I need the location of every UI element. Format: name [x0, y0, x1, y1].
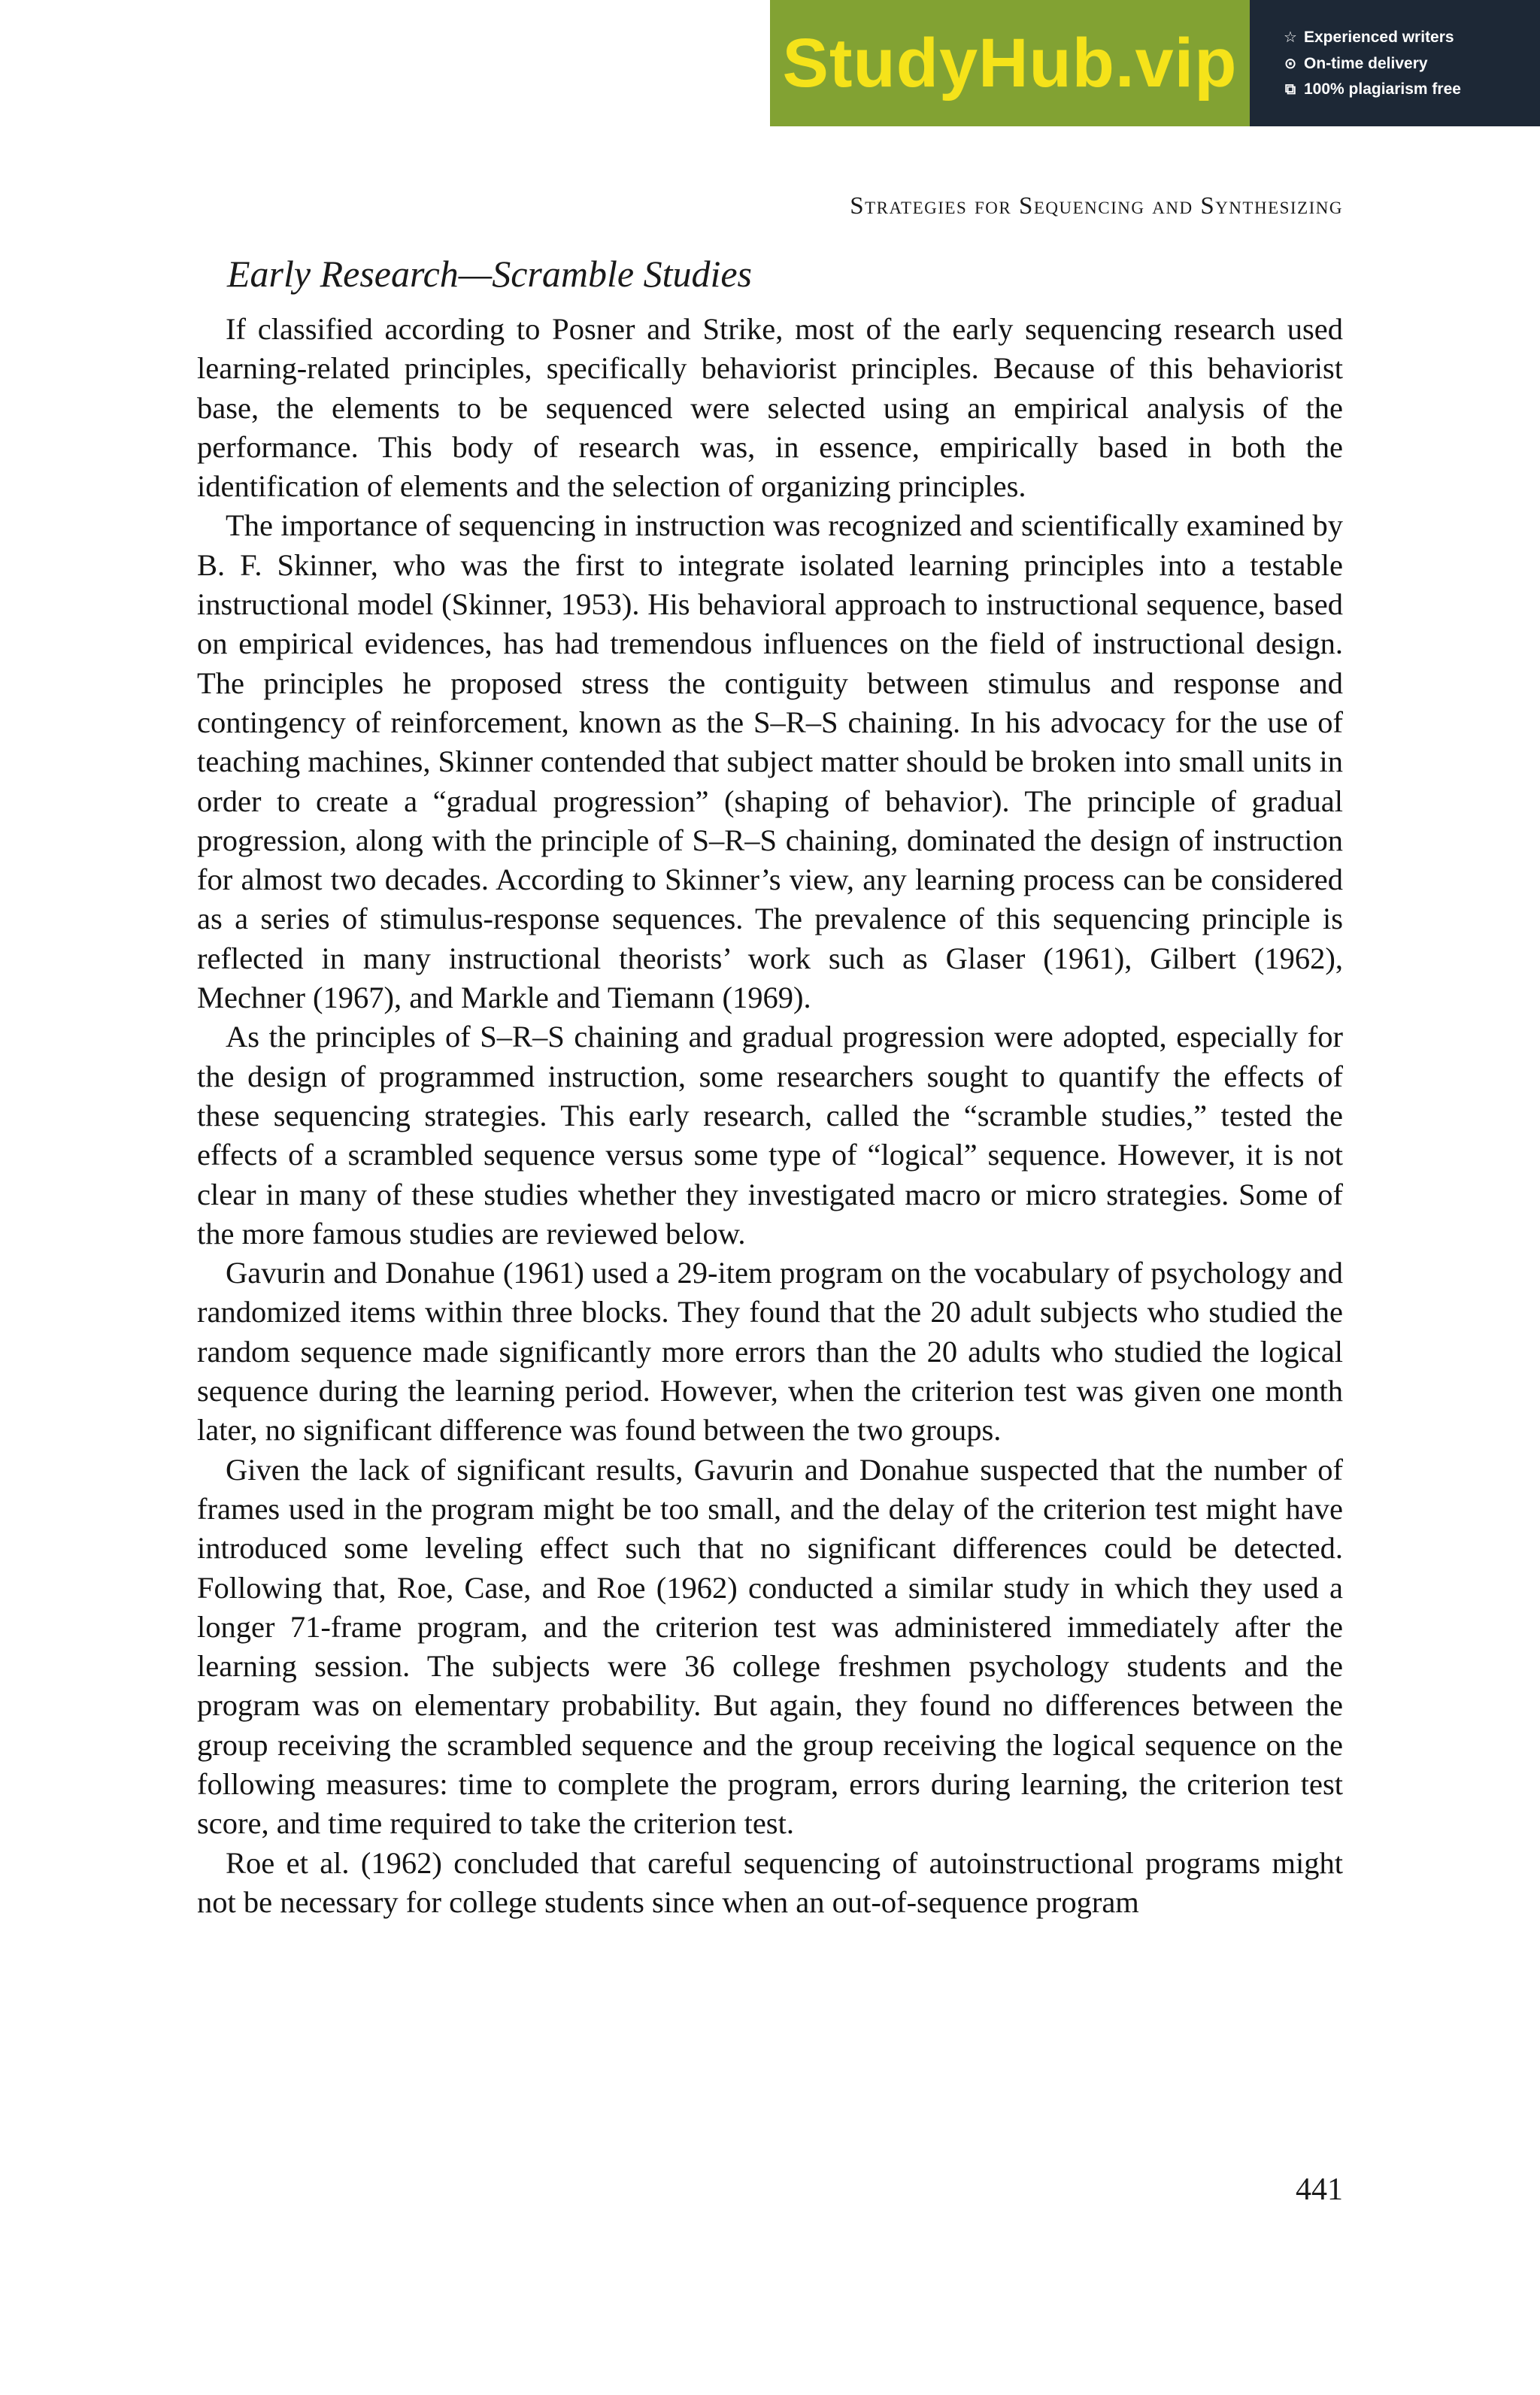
running-header: Strategies for Sequencing and Synthesizing — [850, 193, 1343, 220]
watermark-feature-text: On-time delivery — [1304, 54, 1428, 72]
watermark-feature-text: 100% plagiarism free — [1304, 80, 1461, 98]
watermark-feature — [1283, 80, 1540, 99]
watermark-feature-text: Experienced writers — [1304, 28, 1454, 46]
watermark-banner[interactable] — [770, 0, 1540, 126]
paragraph: As the principles of S–R–S chaining and gradual progression were adopted, especially for the design of programmed instruction, some researchers sought to quantify the effects of these sequencing strategies. This early research, called the “scramble studies,” tested the effects of a scrambled sequence versus some type of “logical” sequence. However, it is not clear in many of these studies whether they investigated macro or micro strategies. Some of the more famous studies are reviewed below. — [197, 1020, 1343, 1251]
paragraph: Roe et al. (1962) concluded that careful sequencing of autoinstructional programs might not be necessary for college students since when an out-of-sequence program — [197, 1845, 1343, 1919]
watermark-features — [1250, 0, 1540, 126]
watermark-feature — [1283, 54, 1540, 73]
page-number: 441 — [1296, 2172, 1343, 2207]
paragraph: If classified according to Posner and Strike, most of the early sequencing research used learning-related principles, specifically behaviorist principles. Because of this behaviorist base, the elements to be sequenced were selected using an empirical analysis of the performance. This body of research was, in essence, empirically based in both the identification of elements and the selection of organizing principles. — [197, 312, 1343, 504]
paragraph: Gavurin and Donahue (1961) used a 29-item program on the vocabulary of psychology and randomized items within three blocks. They found that the 20 adult subjects who studied the random sequence made significantly more errors than the 20 adults who studied the logical sequence during the learning period. However, when the criterion test was given one month later, no significant difference was found between the two groups. — [197, 1256, 1343, 1448]
document-copy-icon: ⧉ — [1284, 80, 1296, 98]
body-text — [197, 310, 1343, 1922]
section-title: Early Research—Scramble Studies — [227, 253, 752, 295]
watermark-logo-text: StudyHub.vip — [782, 24, 1238, 102]
watermark-logo[interactable] — [770, 0, 1250, 126]
paragraph: The importance of sequencing in instruction was recognized and scientifically examined by B. F. Skinner, who was the first to integrate isolated learning principles into a testable instructional model (Skinner, 1953). His behavioral approach to instructional sequence, based on empirical evidences, has had tremendous influences on the field of instructional design. The principles he proposed stress the contiguity between stimulus and response and contingency of reinforcement, known as the S–R–S chaining. In his advocacy for the use of teaching machines, Skinner contended that subject matter should be broken into small units in order to create a “gradual progression” (shaping of behavior). The principle of gradual progression, along with the principle of S–R–S chaining, dominated the design of instruction for almost two decades. According to Skinner’s view, any learning process can be considered as a series of stimulus-response sequences. The prevalence of this sequencing principle is reflected in many instructional theorists’ work such as Glaser (1961), Gilbert (1962), Mechner (1967), and Markle and Tiemann (1969). — [197, 508, 1343, 1015]
clock-icon: ⊙ — [1284, 56, 1297, 72]
watermark-feature — [1283, 28, 1540, 47]
star-outline-icon: ☆ — [1284, 29, 1297, 46]
paragraph: Given the lack of significant results, Gavurin and Donahue suspected that the number of frames used in the program might be too small, and the delay of the criterion test might have introduced some leveling effect such that no significant differences could be detected. Following that, Roe, Case, and Roe (1962) conducted a similar study in which they used a longer 71-frame program, and the criterion test was administered immediately after the learning session. The subjects were 36 college freshmen psychology students and the program was on elementary probability. But again, they found no differences between the group receiving the scrambled sequence and the group receiving the logical sequence on the following measures: time to complete the program, errors during learning, the criterion test score, and time required to take the criterion test. — [197, 1452, 1343, 1841]
